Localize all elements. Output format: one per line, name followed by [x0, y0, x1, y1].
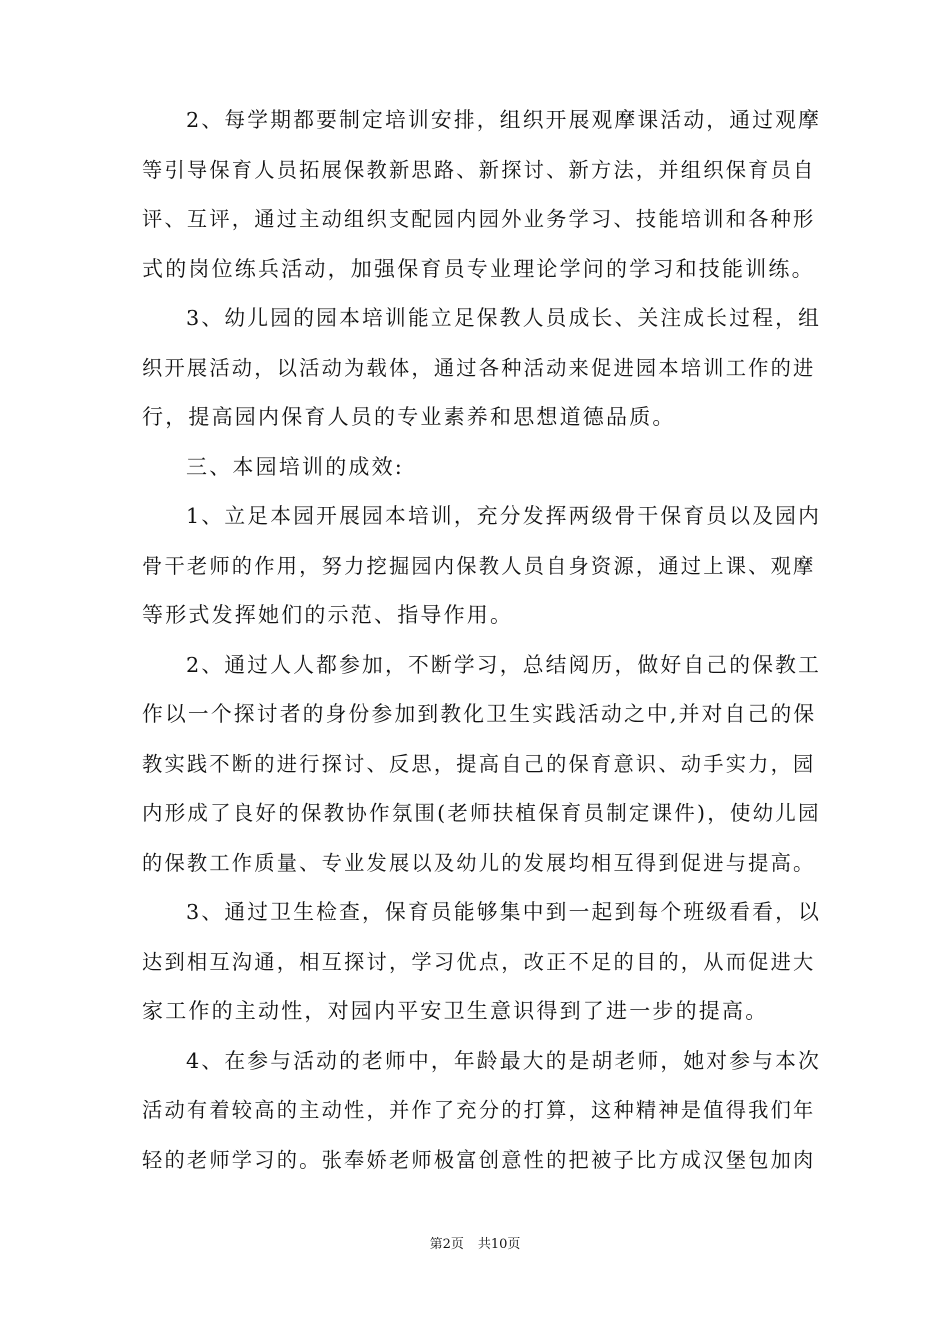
text-line: 等引导保育人员拓展保教新思路、新探讨、新方法，并组织保育员自	[142, 157, 816, 182]
text-line: 4、在参与活动的老师中，年龄最大的是胡老师，她对参与本次	[186, 1048, 822, 1073]
text-line: 行，提高园内保育人员的专业素养和思想道德品质。	[142, 405, 676, 429]
text-line: 的保教工作质量、专业发展以及幼儿的发展均相互得到促进与提高。	[142, 850, 816, 875]
text-line: 骨干老师的作用，努力挖掘园内保教人员自身资源，通过上课、观摩	[142, 553, 816, 578]
text-line: 作以一个探讨者的身份参加到教化卫生实践活动之中,并对自己的保	[142, 702, 817, 726]
text-line: 评、互评，通过主动组织支配园内园外业务学习、技能培训和各种形	[142, 207, 816, 231]
text-line: 式的岗位练兵活动，加强保育员专业理论学问的学习和技能训练。	[142, 256, 815, 281]
text-line: 家工作的主动性，对园内平安卫生意识得到了进一步的提高。	[142, 999, 769, 1023]
document-body	[142, 96, 822, 1185]
page-footer	[0, 1233, 950, 1252]
text-line: 达到相互沟通，相互探讨，学习优点，改正不足的目的，从而促进大	[142, 949, 816, 974]
text-line: 1、立足本园开展园本培训，充分发挥两级骨干保育员以及园内	[186, 504, 822, 528]
text-line: 2、每学期都要制定培训安排，组织开展观摩课活动，通过观摩	[186, 108, 822, 132]
text-line: 3、幼儿园的园本培训能立足保教人员成长、关注成长过程，组	[186, 306, 822, 330]
text-line: 活动有着较高的主动性，并作了充分的打算，这种精神是值得我们年	[142, 1098, 816, 1122]
text-line: 教实践不断的进行探讨、反思，提高自己的保育意识、动手实力，园	[142, 751, 816, 776]
text-line: 3、通过卫生检查，保育员能够集中到一起到每个班级看看，以	[186, 900, 822, 924]
text-line: 织开展活动，以活动为载体，通过各种活动来促进园本培训工作的进	[142, 355, 816, 380]
text-line: 2、通过人人都参加，不断学习，总结阅历，做好自己的保教工	[186, 652, 822, 677]
text-line: 轻的老师学习的。张奉娇老师极富创意性的把被子比方成汉堡包加肉	[142, 1147, 816, 1172]
page-total: 共10页	[477, 1237, 521, 1252]
section-heading: 三、本园培训的成效:	[186, 454, 405, 479]
page-number: 第2页	[429, 1237, 464, 1252]
text-line: 等形式发挥她们的示范、指导作用。	[142, 603, 514, 627]
text-line: 内形成了良好的保教协作氛围(老师扶植保育员制定课件)，使幼儿园	[142, 801, 821, 825]
